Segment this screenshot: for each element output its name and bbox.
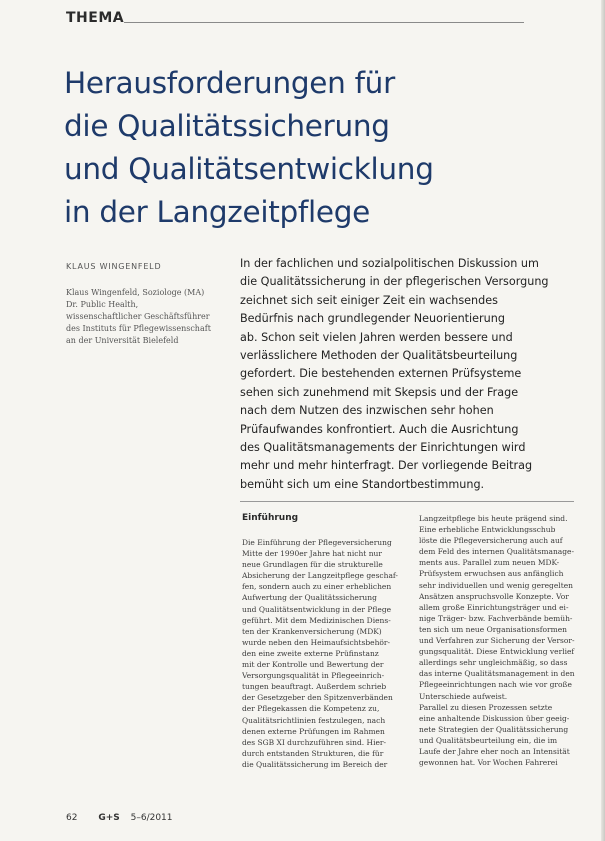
page-edge xyxy=(601,0,605,841)
body-line: fen, sondern auch zu einer erheblichen xyxy=(242,582,392,592)
body-line: wurde neben den Heimaufsichtsbehör- xyxy=(242,637,391,647)
lead-line: Bedürfnis nach grundlegender Neuorientierung xyxy=(240,312,505,326)
body-line: mit der Kontrolle und Bewertung der xyxy=(242,660,384,670)
body-line: Versorgungsqualität in Pflegeeinrich- xyxy=(242,671,385,681)
body-line: allem große Einrichtungsträger und ei- xyxy=(419,602,569,612)
body-line: durch entstanden Strukturen, die für xyxy=(242,748,384,758)
body-line: Absicherung der Langzeitpflege geschaf- xyxy=(242,571,398,581)
title-line: die Qualitätssicherung xyxy=(64,109,390,143)
journal-issue: 5–6/2011 xyxy=(130,813,173,823)
lead-line: gefordert. Die bestehenden externen Prüfsysteme xyxy=(240,367,522,381)
section-label: THEMA xyxy=(66,10,125,26)
body-line: Ansätzen anspruchsvolle Konzepte. Vor xyxy=(419,591,569,601)
body-line: Mitte der 1990er Jahre hat nicht nur xyxy=(242,549,382,559)
header-rule xyxy=(124,22,524,23)
article-title xyxy=(64,62,584,234)
lead-line: mehr und mehr hinterfragt. Der vorliegende Beitrag xyxy=(240,459,533,473)
title-line: und Qualitätsentwicklung xyxy=(64,152,434,186)
body-line: denen externe Prüfungen im Rahmen xyxy=(242,726,385,736)
body-line: Parallel zu diesen Prozessen setzte xyxy=(419,702,553,712)
body-line: löste die Pflegeversicherung auch auf xyxy=(419,536,563,546)
lead-line: des Qualitätsmanagements der Einrichtungen wird xyxy=(240,441,526,455)
body-line: der Pflegekassen die Kompetenz zu, xyxy=(242,704,380,714)
body-line: sehr individuellen und wenig geregelten xyxy=(419,580,573,590)
title-line: in der Langzeitpflege xyxy=(64,195,371,229)
body-line: Prüfsystem erwuchsen aus anfänglich xyxy=(419,569,564,579)
body-line: ten sich um neue Organisationsformen xyxy=(419,624,567,634)
page-number: 62 xyxy=(66,813,78,823)
lead-line: verlässlichere Methoden der Qualitätsbeurteilung xyxy=(240,349,518,363)
lead-line: Prüfaufwandes konfrontiert. Auch die Ausrichtung xyxy=(240,422,519,436)
body-line: nige Träger- bzw. Fachverbände bemüh- xyxy=(419,613,573,623)
body-line: und Qualitätsbeurteilung ein, die im xyxy=(419,735,558,745)
lead-paragraph xyxy=(240,255,576,494)
body-line: ten der Krankenversicherung (MDK) xyxy=(242,626,382,636)
body-line: Unterschiede aufweist. xyxy=(419,691,508,701)
body-line: Laufe der Jahre eher noch an Intensität xyxy=(419,746,570,756)
journal-name: G+S xyxy=(98,813,120,823)
body-line: Pflegeeinrichtungen nach wie vor große xyxy=(419,680,572,690)
title-line: Herausforderungen für xyxy=(64,66,395,100)
body-line: Langzeitpflege bis heute prägend sind. xyxy=(419,514,568,523)
body-line: geführt. Mit dem Medizinischen Diens- xyxy=(242,615,391,625)
body-line: Qualitätsrichtlinien festzulegen, nach xyxy=(242,715,386,725)
body-line: Aufwertung der Qualitätssicherung xyxy=(242,593,377,603)
body-line: das interne Qualitätsmanagement in den xyxy=(419,669,575,679)
body-line: neue Grundlagen für die strukturelle xyxy=(242,560,383,570)
lead-line: In der fachlichen und sozialpolitischen Diskussion um xyxy=(240,257,539,270)
body-line: gewonnen hat. Vor Wochen Fahrerei xyxy=(419,758,558,768)
body-line: Die Einführung der Pflegeversicherung xyxy=(242,538,392,547)
body-line: die Qualitätssicherung im Bereich der xyxy=(242,759,388,769)
author-bio: Klaus Wingenfeld, Soziologe (MA) Dr. Public Health, wissenschaftlicher Geschäftsführer des Instituts für Pflegewissenschaft an der Universität Bielefeld xyxy=(66,288,211,345)
lead-line: sehen sich zunehmend mit Skepsis und der Frage xyxy=(240,385,519,399)
lead-divider xyxy=(240,501,574,502)
body-line: ments aus. Parallel zum neuen MDK- xyxy=(419,558,560,568)
body-line: des SGB XI durchzuführen sind. Hier- xyxy=(242,737,387,747)
body-column-left xyxy=(242,537,408,770)
body-line: allerdings sehr ungleichmäßig, so dass xyxy=(419,658,568,668)
lead-line: nach dem Nutzen des inzwischen sehr hohen xyxy=(240,404,494,418)
body-line: nete Strategien der Qualitätssicherung xyxy=(419,724,569,734)
lead-line: zeichnet sich seit einiger Zeit ein wachsendes xyxy=(240,293,498,307)
section-heading: Einführung xyxy=(242,513,299,523)
body-line: und Verfahren zur Sicherung der Versor- xyxy=(419,636,575,646)
lead-line: bemüht sich um eine Standortbestimmung. xyxy=(240,477,485,491)
body-line: gungsqualität. Diese Entwicklung verlief xyxy=(419,647,575,657)
body-line: der Gesetzgeber den Spitzenverbänden xyxy=(242,693,393,703)
lead-line: die Qualitätssicherung in der pflegerischen Versorgung xyxy=(240,275,549,289)
body-line: und Qualitätsentwicklung in der Pflege xyxy=(242,604,392,614)
body-line: tungen beauftragt. Außerdem schrieb xyxy=(242,682,387,692)
page-footer xyxy=(66,813,173,823)
body-line: Eine erhebliche Entwicklungsschub xyxy=(419,525,556,535)
lead-line: ab. Schon seit vielen Jahren werden bessere und xyxy=(240,330,513,344)
body-column-right xyxy=(419,513,587,768)
author-name: KLAUS WINGENFELD xyxy=(66,262,162,271)
body-line: dem Feld des internen Qualitätsmanage- xyxy=(419,547,575,557)
body-line: eine anhaltende Diskussion über geeig- xyxy=(419,713,570,723)
body-line: den eine zweite externe Prüfinstanz xyxy=(242,648,379,658)
